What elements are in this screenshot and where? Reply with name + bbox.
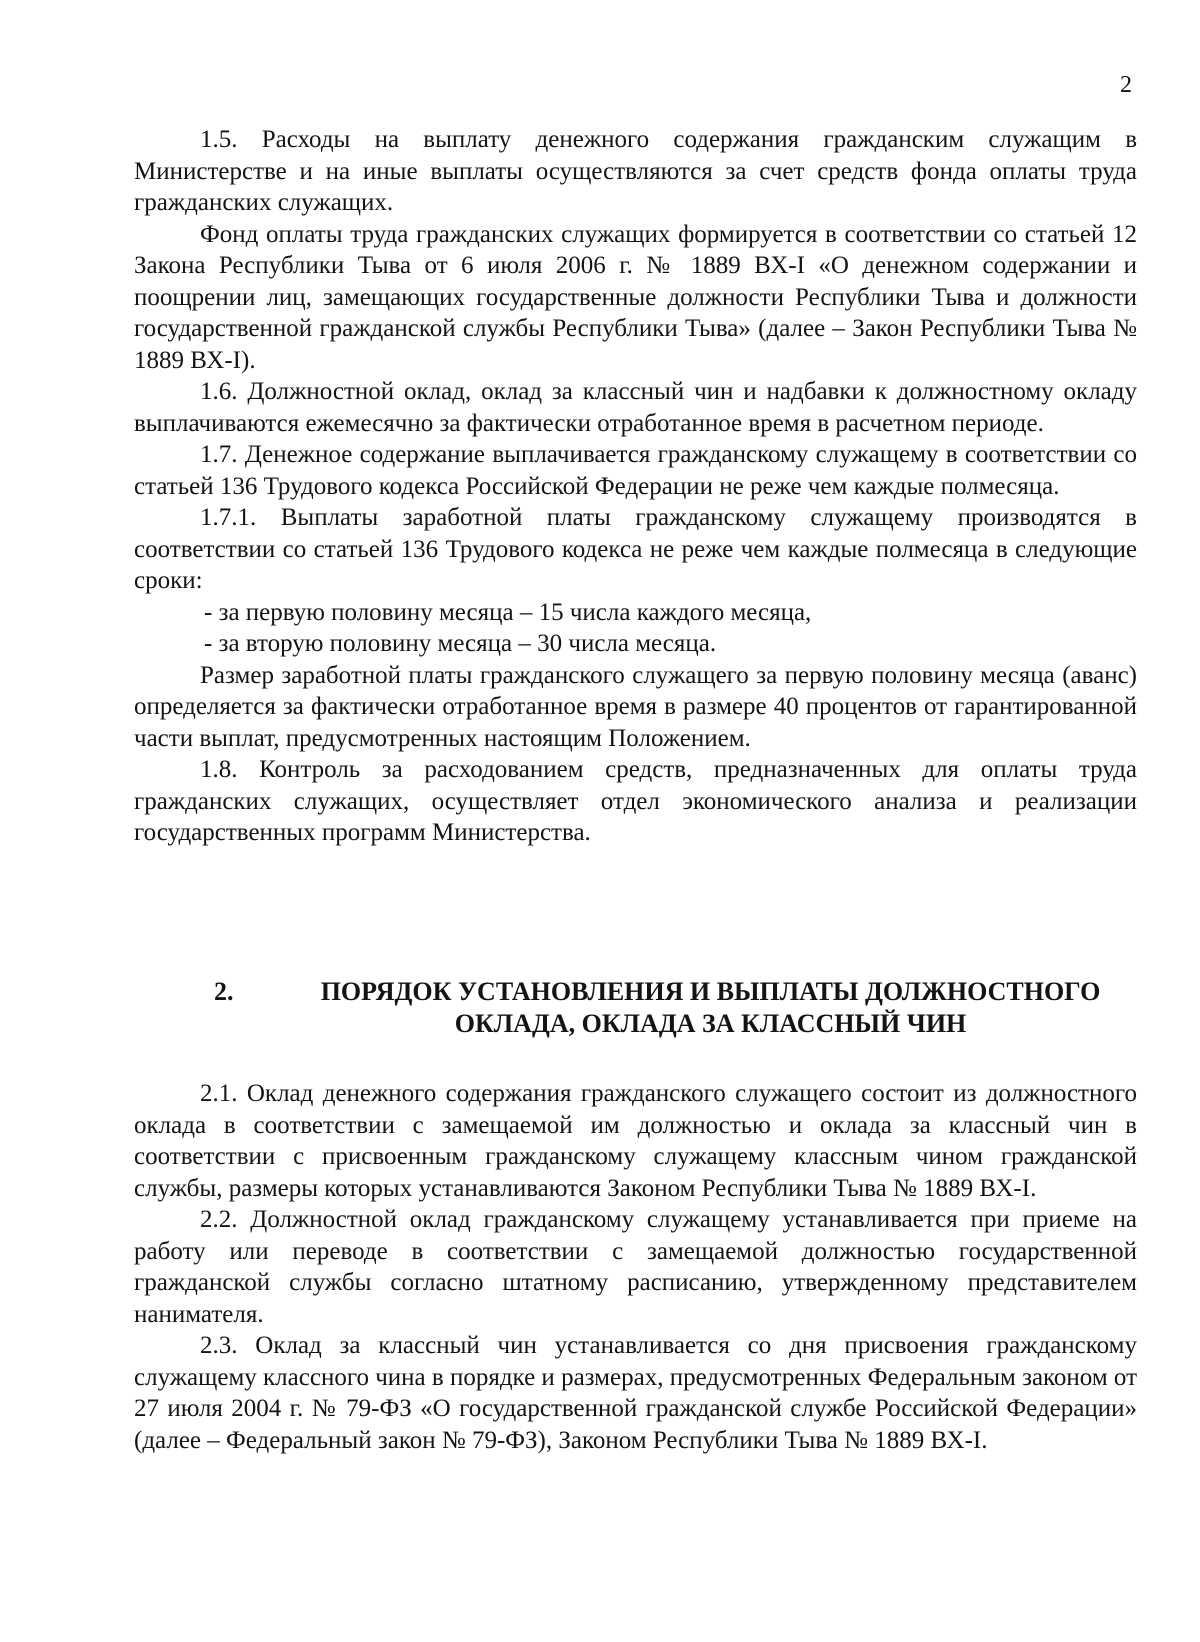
- section-number: 2.: [214, 977, 234, 1006]
- paragraph-2-3: 2.3. Оклад за классный чин устанавливается со дня присвоения гражданскому служащему классного чина в порядке и размерах, предусмотренных Федеральным законом от 27 июля 2004 г. № 79-ФЗ «О государственной гражданской службе Российской Федерации» (далее – Федеральный закон № 79-ФЗ), Законом Республики Тыва № 1889 ВХ-I.: [134, 1332, 1137, 1454]
- list-item-second-half: - за вторую половину месяца – 30 числа месяца.: [204, 630, 717, 657]
- section-title-line-2: ОКЛАДА, ОКЛАДА ЗА КЛАССНЫЙ ЧИН: [454, 1009, 967, 1038]
- paragraph-2-2: 2.2. Должностной оклад гражданскому служащему устанавливается при приеме на работу или переводе в соответствии с замещаемой должностью государственной гражданской службы согласно штатному расписанию, утвержденному представителем нанимателя.: [134, 1206, 1137, 1328]
- body-text-top: [134, 124, 1137, 849]
- section-title-line-1: ПОРЯДОК УСТАНОВЛЕНИЯ И ВЫПЛАТЫ ДОЛЖНОСТНОГО: [320, 977, 1101, 1006]
- section-heading: [134, 976, 1137, 1040]
- paragraph-payroll-fund: Фонд оплаты труда гражданских служащих формируется в соответствии со статьей 12 Закона Республики Тыва от 6 июля 2006 г. № 1889 ВХ-I «О денежном содержании и поощрении лиц, замещающих государственные должности Республики Тыва и должности государственной гражданской службы Республики Тыва» (далее – Закон Республики Тыва № 1889 ВХ-I).: [134, 220, 1137, 374]
- page-number: 2: [1120, 72, 1132, 98]
- body-text-bottom: [134, 1078, 1137, 1456]
- paragraph-1-5: 1.5. Расходы на выплату денежного содержания гражданским служащим в Министерстве и на иные выплаты осуществляются за счет средств фонда оплаты труда гражданских служащих.: [134, 126, 1137, 216]
- paragraph-1-6: 1.6. Должностной оклад, оклад за классный чин и надбавки к должностному окладу выплачиваются ежемесячно за фактически отработанное время в расчетном периоде.: [134, 378, 1137, 437]
- paragraph-2-1: 2.1. Оклад денежного содержания гражданского служащего состоит из должностного оклада в соответствии с замещаемой им должностью и оклада за классный чин в соответствии с присвоенным гражданскому служащему классным чином гражданской службы, размеры которых устанавливаются Законом Республики Тыва № 1889 ВХ-I.: [134, 1080, 1137, 1202]
- list-item-first-half: - за первую половину месяца – 15 числа каждого месяца,: [204, 598, 812, 626]
- paragraph-1-8: 1.8. Контроль за расходованием средств, предназначенных для оплаты труда гражданских служащих, осуществляет отдел экономического анализа и реализации государственных программ Министерства.: [134, 756, 1137, 846]
- paragraph-advance: Размер заработной платы гражданского служащего за первую половину месяца (аванс) определяется за фактически отработанное время в размере 40 процентов от гарантированной части выплат, предусмотренных настоящим Положением.: [134, 661, 1137, 752]
- paragraph-1-7-1: 1.7.1. Выплаты заработной платы гражданскому служащему производятся в соответствии со статьей 136 Трудового кодекса не реже чем каждые полмесяца в следующие сроки:: [134, 504, 1137, 594]
- paragraph-1-7: 1.7. Денежное содержание выплачивается гражданскому служащему в соответствии со статьей 136 Трудового кодекса Российской Федерации не реже чем каждые полмесяца.: [134, 441, 1137, 500]
